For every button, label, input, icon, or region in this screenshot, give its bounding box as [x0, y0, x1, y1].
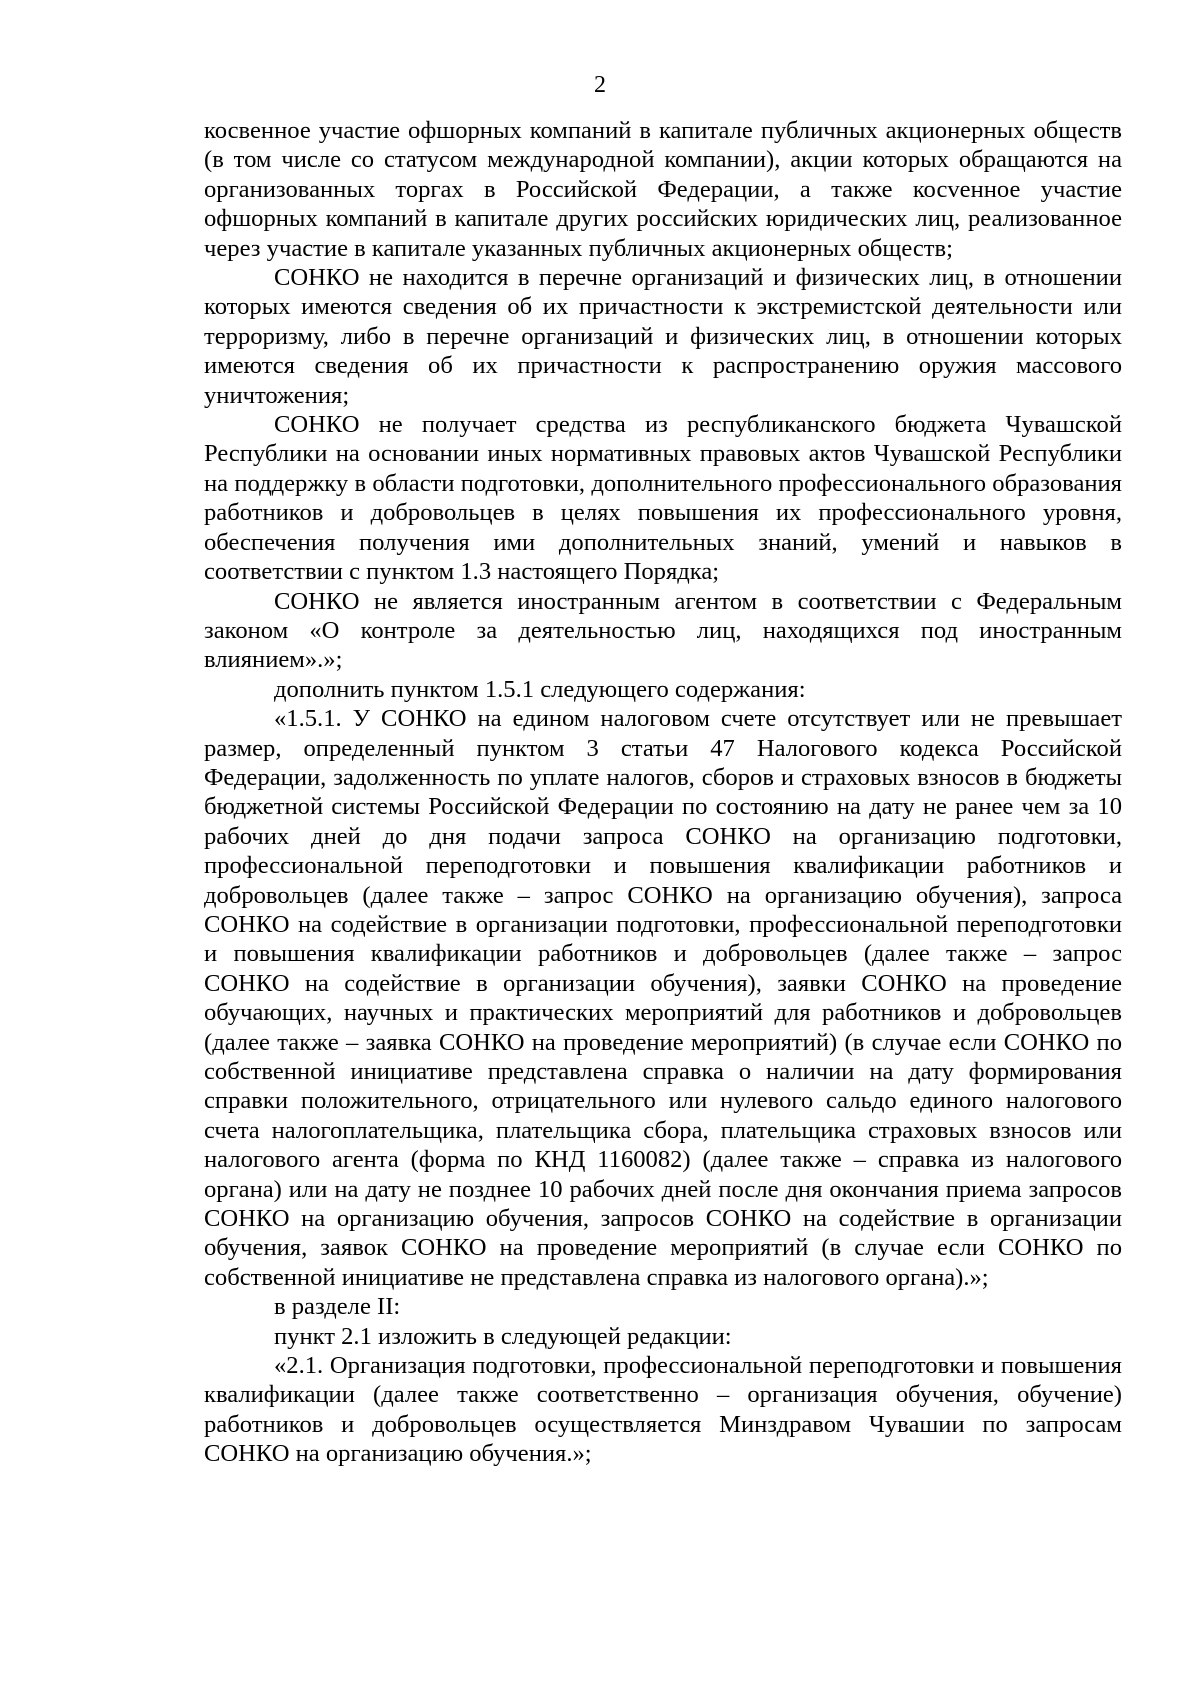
paragraph-clause-1-5-1: «1.5.1. У СОНКО на едином налоговом счете отсутствует или не превышает размер, определенный пунктом 3 статьи 47 Налогового кодекса Российской Федерации, задолженность по уплате налогов, сборов и страховых взносов в бюджеты бюджетной системы Российской Федерации по состоянию на дату не ранее чем за 10 рабочих дней до дня подачи запроса СОНКО на организацию подготовки, профессиональной переподготовки и повышения квалификации работников и добровольцев (далее также – запрос СОНКО на организацию обучения), запроса СОНКО на содействие в организации подготовки, профессиональной переподготовки и повышения квалификации работников и добровольцев (далее также – запрос СОНКО на содействие в организации обучения), заявки СОНКО на проведение обучающих, научных и практических мероприятий для работников и добровольцев (далее также – заявка СОНКО на проведение мероприятий) (в случае если СОНКО по собственной инициативе представлена справка о наличии на дату формирования справки положительного, отрицательного или нулевого сальдо единого налогового счета налогоплательщика, плательщика сбора, плательщика страховых взносов или налогового агента (форма по КНД 1160082) (далее также – справка из налогового органа) или на дату не позднее 10 рабочих дней после дня окончания приема запросов СОНКО на организацию обучения, запросов СОНКО на содействие в организации обучения, заявок СОНКО на проведение мероприятий (в случае если СОНКО по собственной инициативе не представлена справка из налогового органа).»;: [204, 705, 1122, 1291]
paragraph-clause-2-1-intro: пункт 2.1 изложить в следующей редакции:: [274, 1322, 732, 1350]
page-number: 2: [594, 72, 606, 98]
paragraph-foreign-agent: СОНКО не является иностранным агентом в соответствии с Федеральным законом «О контроле за деятельностью лиц, находящихся под иностранным влиянием».»;: [204, 587, 1122, 674]
paragraph-offshore-participation: косвенное участие офшорных компаний в капитале публичных акционерных обществ (в том числе со статусом международной компании), акции которых обращаются на организованных торгах в Российской Федерации, а также косvенное участие офшорных компаний в капитале других российских юридических лиц, реализованное через участие в капитале указанных публичных акционерных обществ;: [204, 117, 1122, 262]
document-body: [204, 116, 1122, 1469]
paragraph-budget-funds: СОНКО не получает средства из республиканского бюджета Чувашской Республики на основании иных нормативных правовых актов Чувашской Республики на поддержку в области подготовки, дополнительного профессионального образования работников и добровольцев в целях повышения их профессионального уровня, обеспечения получения ими дополнительных знаний, умений и навыков в соответствии с пунктом 1.3 настоящего Порядка;: [204, 411, 1122, 586]
paragraph-section-ii: в разделе II:: [274, 1293, 401, 1321]
paragraph-extremism-list: СОНКО не находится в перечне организаций и физических лиц, в отношении которых имеются сведения об их причастности к экстремистской деятельности или терроризму, либо в перечне организаций и физических лиц, в отношении которых имеются сведения об их причастности к распространению оружия массового уничтожения;: [204, 264, 1122, 409]
paragraph-clause-2-1: «2.1. Организация подготовки, профессиональной переподготовки и повышения квалификации (далее также соответственно – организация обучения, обучение) работников и добровольцев осуществляется Минздравом Чувашии по запросам СОНКО на организацию обучения.»;: [204, 1352, 1122, 1468]
paragraph-add-clause-1-5-1: дополнить пунктом 1.5.1 следующего содержания:: [274, 675, 806, 703]
